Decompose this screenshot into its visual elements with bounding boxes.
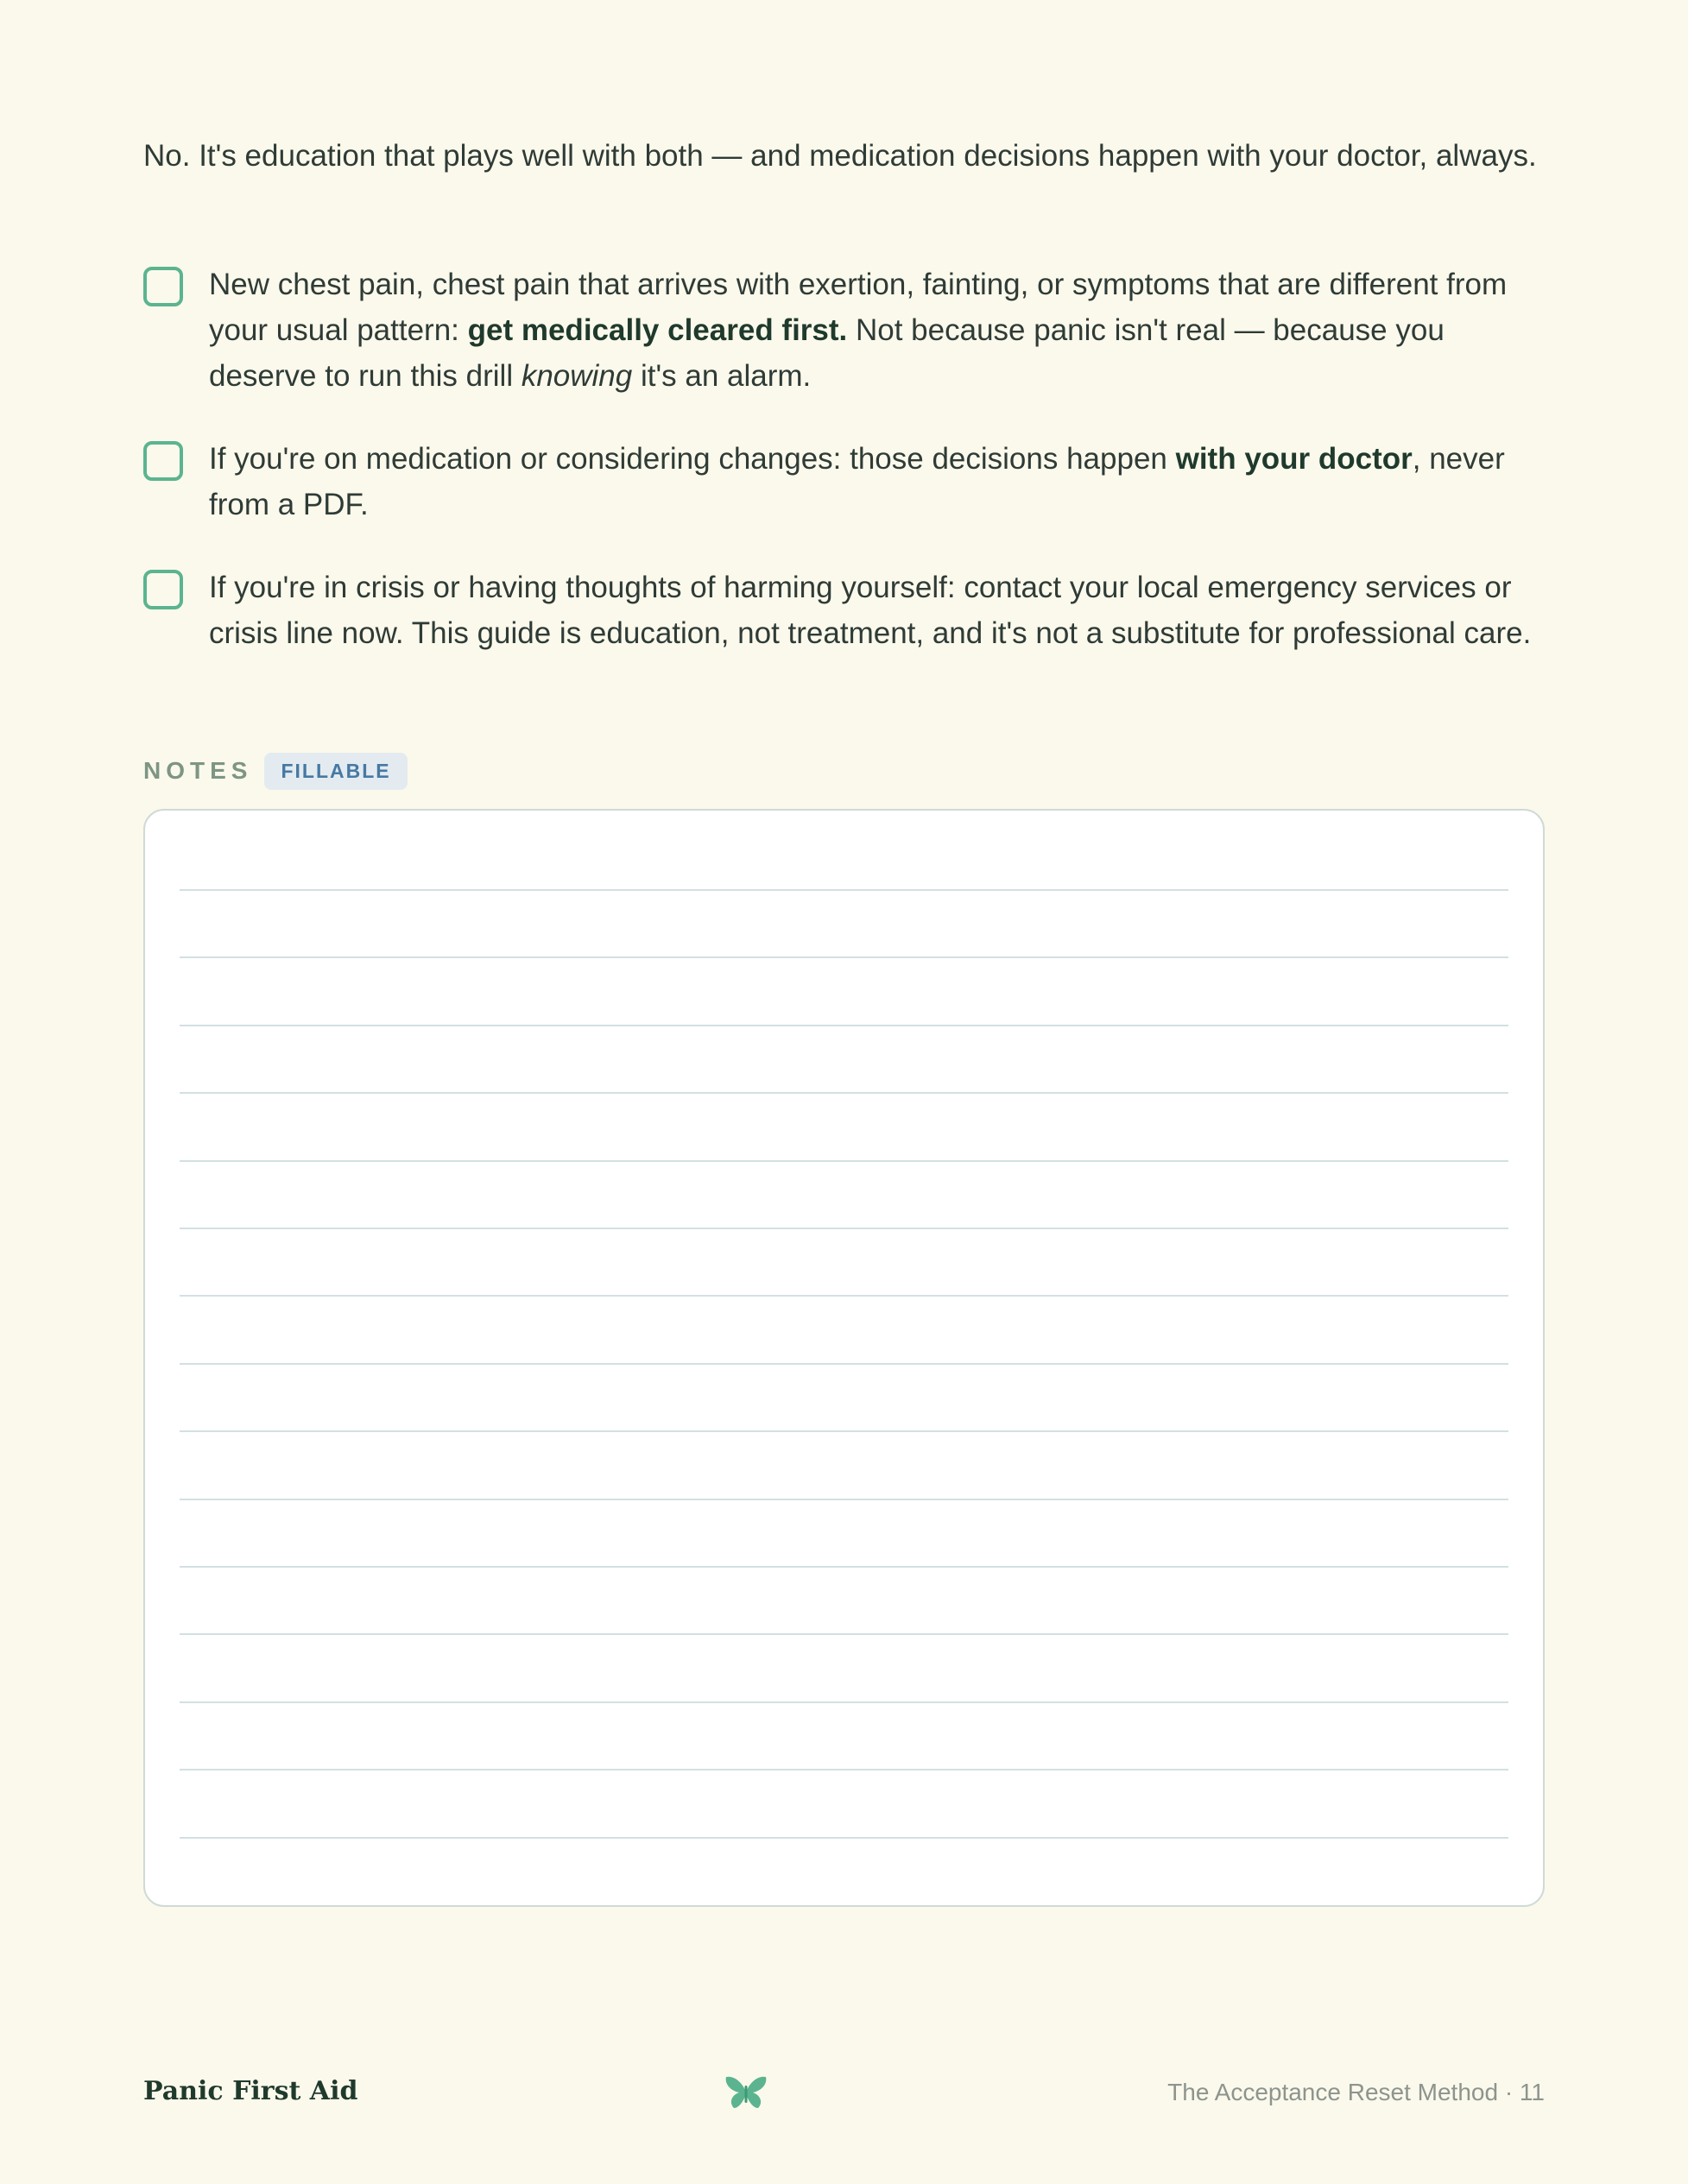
checkbox[interactable]	[143, 267, 183, 306]
notes-rule-line	[180, 1363, 1508, 1365]
notes-rule-line	[180, 1160, 1508, 1162]
item-text-italic: knowing	[521, 359, 633, 393]
item-text-bold: with your doctor	[1175, 442, 1413, 476]
notes-rule-line	[180, 1701, 1508, 1703]
item-text: , never from a PDF.	[209, 442, 1505, 521]
notes-rule-line	[180, 1566, 1508, 1568]
notes-label: NOTES	[143, 757, 253, 784]
checklist-item-medical-clearance	[143, 262, 1551, 399]
notes-rule-line	[180, 889, 1508, 891]
notes-rule-line	[180, 1092, 1508, 1094]
notes-rule-line	[180, 1633, 1508, 1635]
notes-field[interactable]	[143, 809, 1545, 1907]
item-text-bold: get medically cleared first.	[467, 313, 848, 347]
item-text: New chest pain, chest pain that arrives with exertion, fainting, or symptoms that are different from your usual pattern:	[209, 268, 1508, 347]
checklist-item-medication	[143, 436, 1551, 527]
item-text: Not because panic isn't real — because you deserve to run this drill	[209, 313, 1445, 393]
notes-rule-line	[180, 1769, 1508, 1771]
checkbox[interactable]	[143, 570, 183, 609]
notes-rule-line	[180, 1430, 1508, 1432]
footer-page-meta: The Acceptance Reset Method · 11	[1167, 2079, 1545, 2105]
notes-rule-line	[180, 1837, 1508, 1839]
notes-rule-line	[180, 1499, 1508, 1500]
fillable-badge: FILLABLE	[264, 753, 407, 790]
item-text: If you're in crisis or having thoughts of harming yourself: contact your local emergency services or crisis line now. This guide is education, not treatment, and it's not a substitute for professional care.	[209, 571, 1532, 650]
checklist-item-crisis	[143, 565, 1551, 656]
item-text: If you're on medication or considering changes: those decisions happen	[209, 442, 1176, 476]
footer-brand: Panic First Aid	[143, 2076, 358, 2106]
intro-paragraph: No. It's education that plays well with both — and medication decisions happen with your doctor, always.	[143, 139, 1537, 173]
notes-header	[143, 750, 408, 792]
notes-rule-line	[180, 1025, 1508, 1026]
item-text: it's an alarm.	[632, 359, 812, 393]
checklist	[143, 262, 1551, 656]
notes-rule-line	[180, 956, 1508, 958]
notes-rule-line	[180, 1228, 1508, 1229]
notes-rule-line	[180, 1295, 1508, 1297]
butterfly-icon	[724, 2074, 768, 2111]
checkbox[interactable]	[143, 441, 183, 481]
